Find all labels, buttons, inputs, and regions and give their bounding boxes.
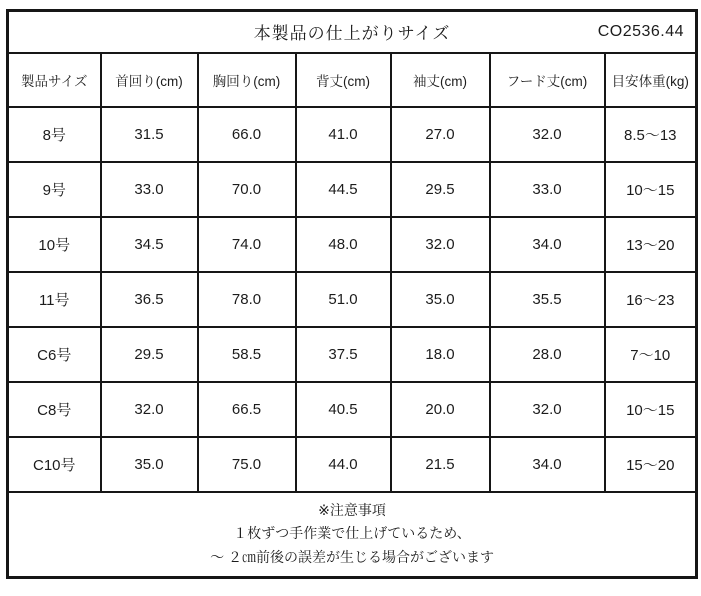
title-wrap — [9, 19, 695, 44]
notes-line-1: １枚ずつ手作業で仕上げているため、 — [233, 525, 471, 542]
weight-value: 16～23 — [605, 272, 697, 327]
hood-value: 34.0 — [490, 217, 605, 272]
header-row — [8, 53, 697, 107]
weight-value: 10～15 — [605, 162, 697, 217]
notes-heading: ※注意事項 — [318, 501, 386, 518]
size-chart-table — [6, 9, 698, 579]
table-row-size-c6 — [8, 327, 697, 382]
col-header-neck: 首回り(cm) — [101, 53, 198, 107]
page-title: 本製品の仕上がりサイズ — [253, 24, 451, 44]
table-row-size-9 — [8, 162, 697, 217]
neck-value: 35.0 — [101, 437, 198, 492]
table-row-size-11 — [8, 272, 697, 327]
hood-value: 28.0 — [490, 327, 605, 382]
back-length-value: 41.0 — [296, 107, 391, 162]
size-label: C8号 — [8, 382, 101, 437]
title-row — [8, 11, 697, 53]
back-length-value: 48.0 — [296, 217, 391, 272]
table-row-size-8 — [8, 107, 697, 162]
sleeve-value: 18.0 — [391, 327, 490, 382]
weight-value: 10～15 — [605, 382, 697, 437]
size-label: 11号 — [8, 272, 101, 327]
back-length-value: 37.5 — [296, 327, 391, 382]
chest-value: 74.0 — [198, 217, 296, 272]
neck-value: 29.5 — [101, 327, 198, 382]
size-label: C6号 — [8, 327, 101, 382]
sleeve-value: 35.0 — [391, 272, 490, 327]
size-label: 8号 — [8, 107, 101, 162]
sleeve-value: 21.5 — [391, 437, 490, 492]
col-header-back-length: 背丈(cm) — [296, 53, 391, 107]
neck-value: 34.5 — [101, 217, 198, 272]
col-header-weight: 目安体重(kg) — [605, 53, 697, 107]
chest-value: 78.0 — [198, 272, 296, 327]
hood-value: 33.0 — [490, 162, 605, 217]
col-header-hood: フード丈(cm) — [490, 53, 605, 107]
notes-line-2: ～ ２㎝前後の誤差が生じる場合がございます — [210, 549, 494, 566]
title-cell — [8, 11, 697, 53]
col-header-product-size: 製品サイズ — [8, 53, 101, 107]
hood-value: 32.0 — [490, 382, 605, 437]
size-label: 9号 — [8, 162, 101, 217]
sleeve-value: 27.0 — [391, 107, 490, 162]
hood-value: 35.5 — [490, 272, 605, 327]
neck-value: 31.5 — [101, 107, 198, 162]
product-code: CO2536.44 — [597, 22, 685, 40]
chest-value: 66.5 — [198, 382, 296, 437]
sleeve-value: 20.0 — [391, 382, 490, 437]
col-header-sleeve: 袖丈(cm) — [391, 53, 490, 107]
weight-value: 8.5～13 — [605, 107, 697, 162]
back-length-value: 44.5 — [296, 162, 391, 217]
hood-value: 34.0 — [490, 437, 605, 492]
sleeve-value: 32.0 — [391, 217, 490, 272]
table-row-size-10 — [8, 217, 697, 272]
weight-value: 7～10 — [605, 327, 697, 382]
notes-row — [8, 492, 697, 578]
notes-cell — [8, 492, 697, 578]
neck-value: 33.0 — [101, 162, 198, 217]
size-label: C10号 — [8, 437, 101, 492]
weight-value: 13～20 — [605, 217, 697, 272]
table-row-size-c10 — [8, 437, 697, 492]
neck-value: 36.5 — [101, 272, 198, 327]
table-row-size-c8 — [8, 382, 697, 437]
back-length-value: 40.5 — [296, 382, 391, 437]
hood-value: 32.0 — [490, 107, 605, 162]
back-length-value: 51.0 — [296, 272, 391, 327]
weight-value: 15～20 — [605, 437, 697, 492]
chest-value: 58.5 — [198, 327, 296, 382]
sleeve-value: 29.5 — [391, 162, 490, 217]
size-label: 10号 — [8, 217, 101, 272]
col-header-chest: 胸回り(cm) — [198, 53, 296, 107]
chest-value: 70.0 — [198, 162, 296, 217]
chest-value: 75.0 — [198, 437, 296, 492]
neck-value: 32.0 — [101, 382, 198, 437]
back-length-value: 44.0 — [296, 437, 391, 492]
chest-value: 66.0 — [198, 107, 296, 162]
